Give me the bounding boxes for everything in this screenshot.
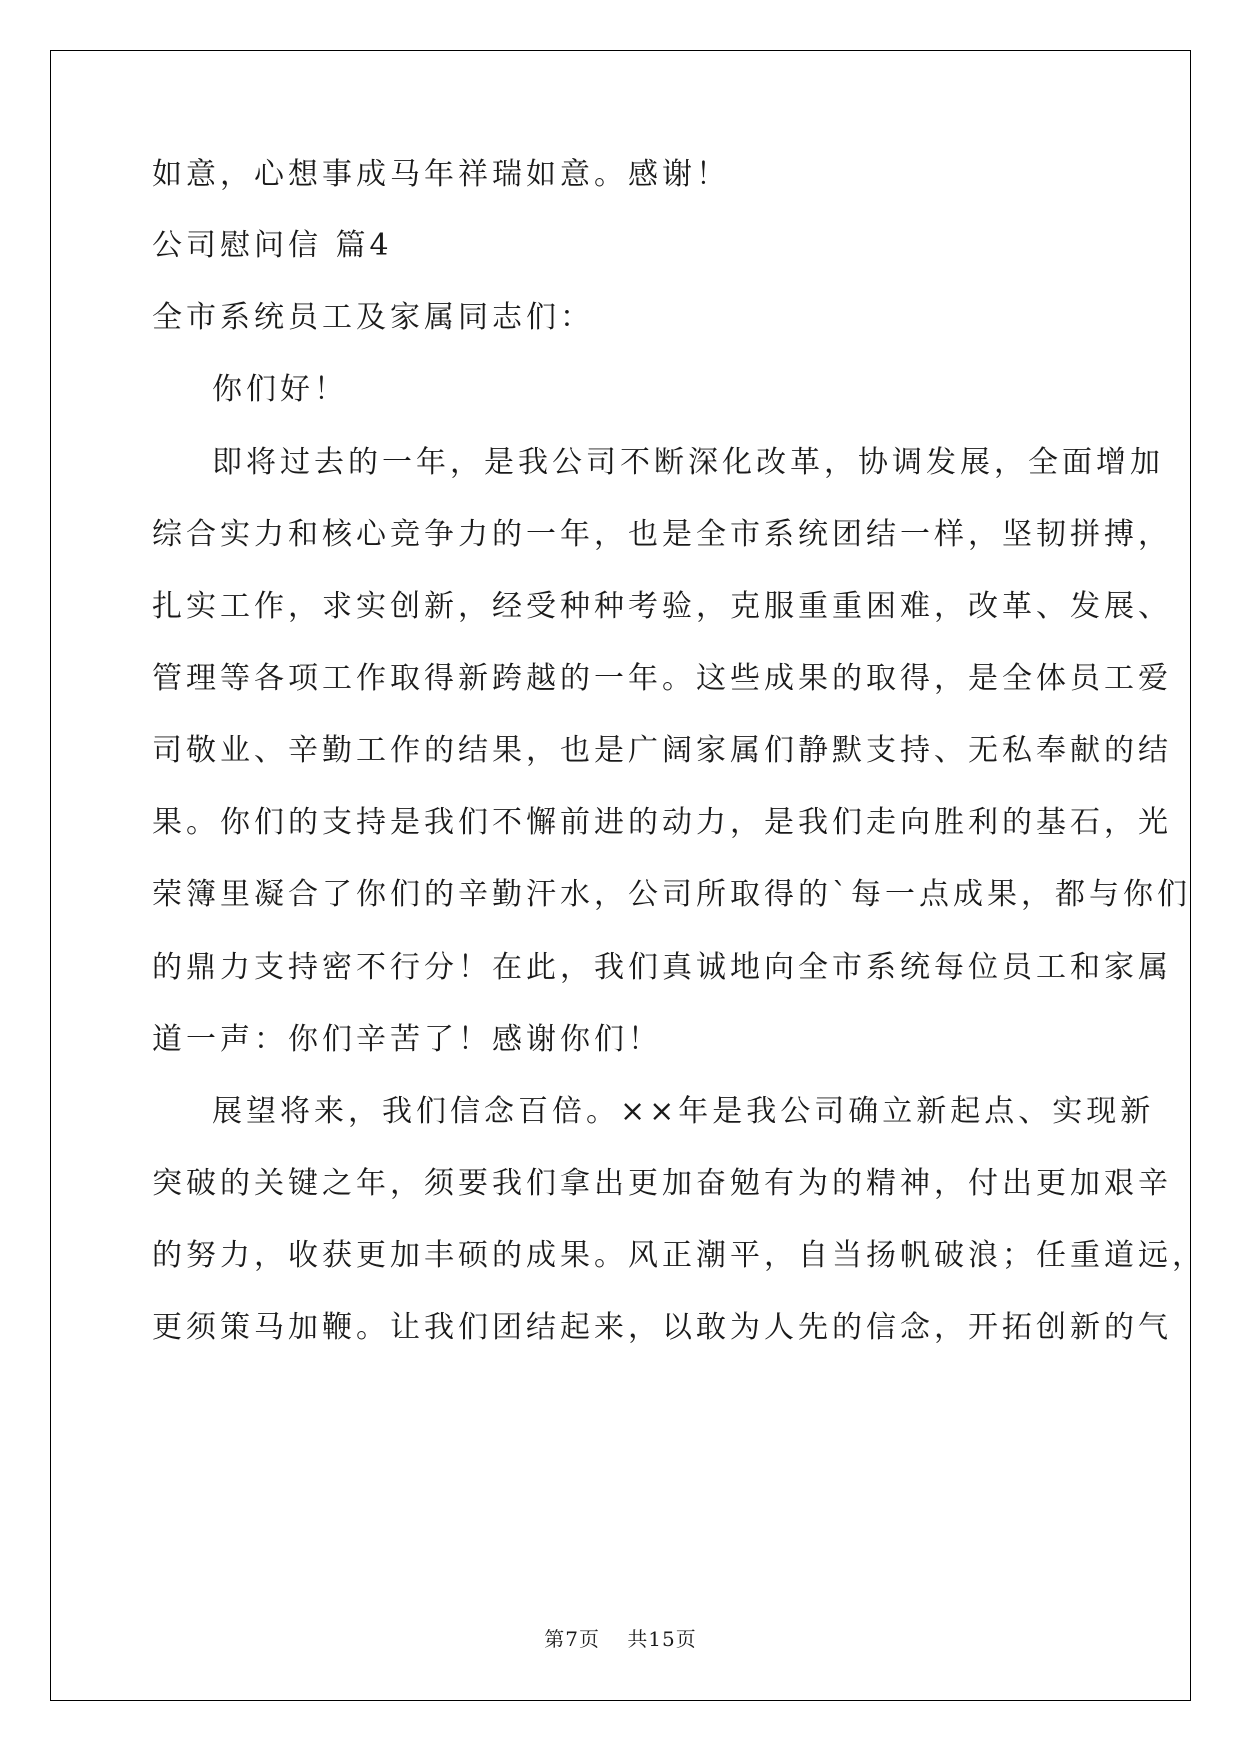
paragraph-line: 综合实力和核心竞争力的一年，也是全市系统团结一样，坚韧拼搏， [152,517,1172,552]
page-border [50,50,1191,1701]
paragraph-line: 即将过去的一年，是我公司不断深化改革，协调发展，全面增加 [212,445,1164,480]
paragraph-line: 司敬业、辛勤工作的结果，也是广阔家属们静默支持、无私奉献的结 [152,733,1172,768]
greeting: 你们好！ [212,372,348,407]
page-footer [0,1627,1241,1651]
paragraph-line: 的鼎力支持密不行分！在此，我们真诚地向全市系统每位员工和家属 [152,950,1172,985]
section-heading: 公司慰问信 篇4 [152,228,393,263]
page-number: 第7页 [544,1627,600,1651]
paragraph-line: 更须策马加鞭。让我们团结起来，以敢为人先的信念，开拓创新的气 [152,1310,1172,1345]
paragraph-line: 扎实工作，求实创新，经受种种考验，克服重重困难，改革、发展、 [152,589,1172,624]
paragraph-line: 荣簿里凝合了你们的辛勤汗水，公司所取得的`每一点成果，都与你们 [152,877,1191,912]
paragraph-line: 果。你们的支持是我们不懈前进的动力，是我们走向胜利的基石，光 [152,805,1172,840]
paragraph-line: 的努力，收获更加丰硕的成果。风正潮平，自当扬帆破浪；任重道远， [152,1238,1206,1273]
paragraph-line: 展望将来，我们信念百倍。××年是我公司确立新起点、实现新 [212,1094,1155,1129]
paragraph-line: 道一声：你们辛苦了！感谢你们！ [152,1022,662,1057]
paragraph-line: 管理等各项工作取得新跨越的一年。这些成果的取得，是全体员工爱 [152,661,1172,696]
page-total: 共15页 [627,1627,697,1651]
text-line-closing: 如意，心想事成马年祥瑞如意。感谢！ [152,157,730,192]
paragraph-line: 突破的关键之年，须要我们拿出更加奋勉有为的精神，付出更加艰辛 [152,1166,1172,1201]
salutation: 全市系统员工及家属同志们： [152,300,594,335]
